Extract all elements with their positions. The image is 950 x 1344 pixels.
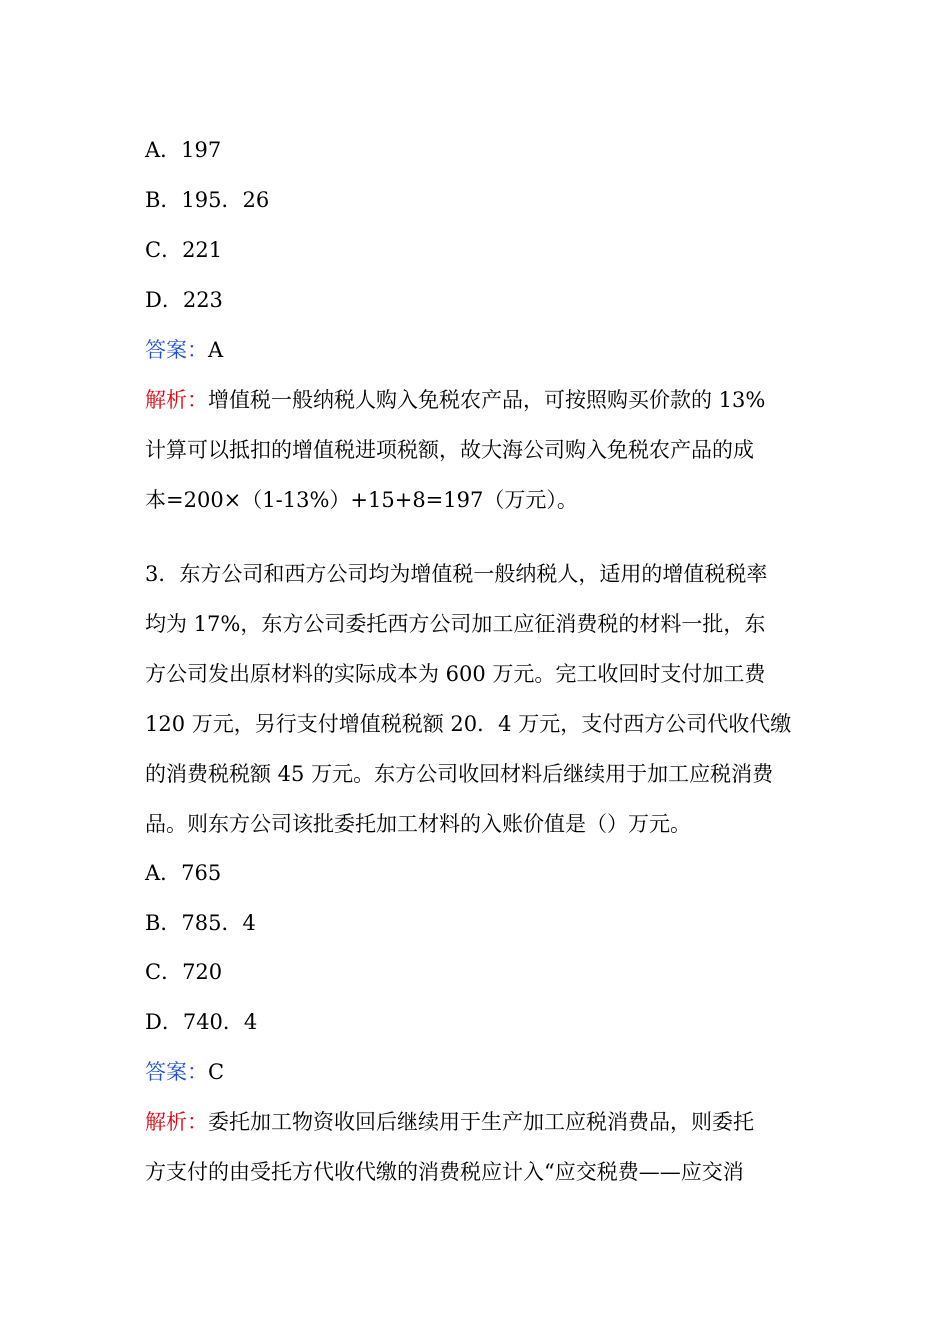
q2-option-a: A．197 [145, 138, 222, 162]
q2-analysis-line-2: 计算可以抵扣的增值税进项税额，故大海公司购入免税农产品的成 [145, 438, 754, 462]
q3-analysis-text-1: 委托加工物资收回后继续用于生产加工应税消费品，则委托 [208, 1110, 754, 1134]
q2-analysis-line-1 [145, 385, 825, 415]
q3-answer-label: 答案： [145, 1060, 208, 1084]
q2-analysis-label: 解析： [145, 388, 208, 412]
q3-analysis-line-2: 方支付的由受托方代收代缴的消费税应计入“应交税费——应交消 [145, 1160, 744, 1184]
q3-question-line-6: 品。则东方公司该批委托加工材料的入账价值是（）万元。 [145, 812, 691, 836]
q2-answer-label: 答案： [145, 338, 208, 362]
q3-answer [145, 1057, 825, 1087]
q2-answer-value: A [208, 338, 224, 362]
q3-question-line-4: 120 万元，另行支付增值税税额 20．4 万元，支付西方公司代收代缴 [145, 712, 792, 736]
q3-analysis-label: 解析： [145, 1110, 208, 1134]
q3-option-a: A．765 [145, 861, 222, 885]
q2-option-b: B．195．26 [145, 188, 270, 212]
q3-option-b: B．785．4 [145, 911, 256, 935]
q2-answer [145, 335, 825, 365]
q3-analysis-line-1 [145, 1107, 825, 1137]
q2-analysis-text-1: 增值税一般纳税人购入免税农产品，可按照购买价款的 13% [208, 388, 766, 412]
q3-option-c: C．720 [145, 960, 223, 984]
q2-option-d: D．223 [145, 288, 223, 312]
q3-question-line-3: 方公司发出原材料的实际成本为 600 万元。完工收回时支付加工费 [145, 662, 766, 686]
q3-question-line-5: 的消费税税额 45 万元。东方公司收回材料后继续用于加工应税消费 [145, 762, 774, 786]
q2-option-c: C．221 [145, 238, 223, 262]
q3-question-line-1: 3．东方公司和西方公司均为增值税一般纳税人，适用的增值税税率 [145, 562, 768, 586]
q3-option-d: D．740．4 [145, 1010, 258, 1034]
q3-answer-value: C [208, 1060, 225, 1084]
q3-question-line-2: 均为 17%，东方公司委托西方公司加工应征消费税的材料一批，东 [145, 612, 766, 636]
q2-analysis-line-3: 本=200×（1-13%）+15+8=197（万元）。 [145, 488, 578, 512]
